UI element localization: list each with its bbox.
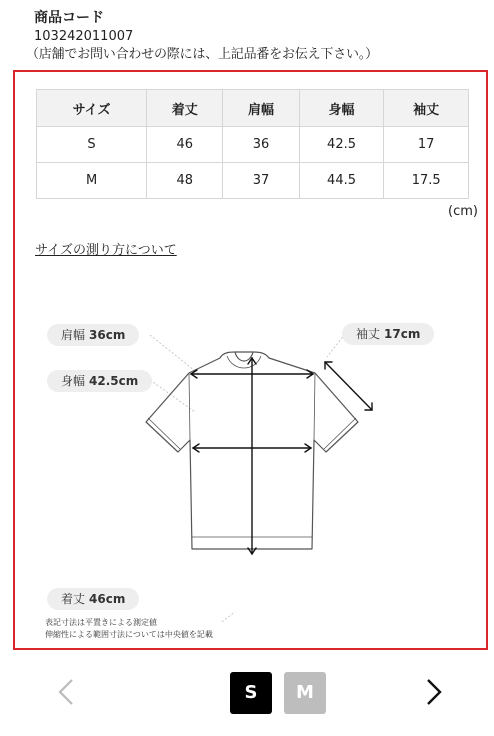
shoulder-label-value: 36cm — [89, 328, 126, 342]
chevron-right-icon[interactable] — [424, 674, 444, 717]
product-code-block — [26, 8, 474, 64]
body-width-label-value: 42.5cm — [89, 374, 139, 388]
table-cell: 44.5 — [299, 163, 384, 199]
sleeve-label-name: 袖丈 — [356, 327, 381, 341]
product-code-number: 103242011007 — [34, 29, 134, 44]
shoulder-label — [47, 324, 139, 346]
size-info-panel — [13, 70, 488, 650]
shoulder-label-name: 肩幅 — [61, 328, 86, 342]
table-cell: 42.5 — [299, 127, 384, 163]
table-cell: 46 — [147, 127, 223, 163]
measurement-diagram — [15, 292, 486, 622]
table-row — [37, 163, 469, 199]
product-code-note: （店舗でお問い合わせの際には、上記品番をお伝え下さい。） — [26, 47, 378, 62]
table-cell: 17.5 — [384, 163, 469, 199]
header-shoulder: 肩幅 — [223, 90, 299, 127]
footnote-2: 伸縮性による範囲寸法については中央値を記載 — [45, 630, 213, 639]
size-chip-m[interactable]: M — [284, 672, 326, 714]
product-code-title: 商品コード — [34, 10, 104, 26]
unit-label: (cm) — [448, 204, 478, 219]
table-cell: 17 — [384, 127, 469, 163]
table-cell: S — [37, 127, 147, 163]
size-chip-s[interactable]: S — [230, 672, 272, 714]
table-cell: M — [37, 163, 147, 199]
size-pager — [0, 668, 494, 718]
size-table — [36, 89, 469, 199]
chevron-right-svg — [424, 674, 444, 710]
length-label-value: 46cm — [89, 592, 126, 606]
length-label — [47, 588, 139, 610]
body-width-label-name: 身幅 — [61, 374, 86, 388]
header-sleeve: 袖丈 — [384, 90, 469, 127]
table-cell: 36 — [223, 127, 299, 163]
header-body-width: 身幅 — [299, 90, 384, 127]
table-cell: 37 — [223, 163, 299, 199]
table-row — [37, 127, 469, 163]
body-width-label — [47, 370, 152, 392]
header-length: 着丈 — [147, 90, 223, 127]
chevron-left-svg — [56, 674, 76, 710]
size-howto-link[interactable]: サイズの測り方について — [35, 243, 177, 258]
sleeve-label — [342, 323, 434, 345]
size-table-header-row — [37, 90, 469, 127]
footnote-1: 表記寸法は平置きによる測定値 — [45, 618, 157, 627]
length-label-name: 着丈 — [61, 592, 86, 606]
sleeve-label-value: 17cm — [384, 327, 421, 341]
chevron-left-icon[interactable] — [56, 674, 76, 717]
table-cell: 48 — [147, 163, 223, 199]
header-size: サイズ — [37, 90, 147, 127]
